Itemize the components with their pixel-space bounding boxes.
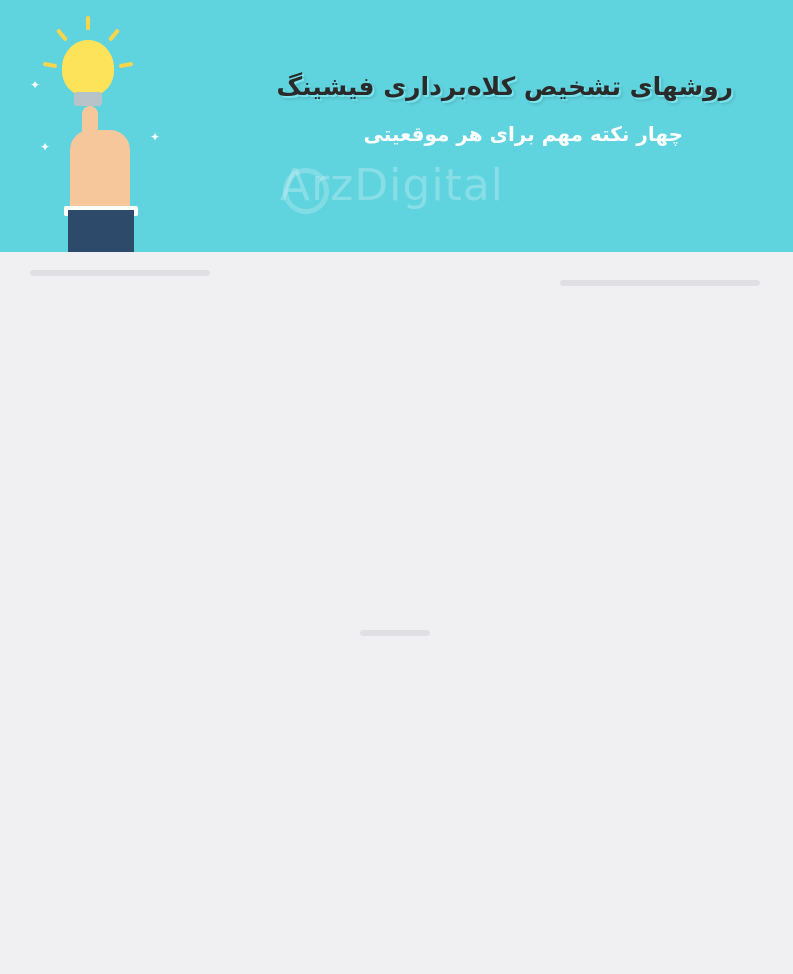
light-ray-icon xyxy=(56,28,68,41)
light-ray-icon xyxy=(108,28,120,41)
header-banner xyxy=(0,0,793,252)
bg-decoration xyxy=(30,270,210,276)
sleeve xyxy=(68,210,134,252)
light-ray-icon xyxy=(119,62,133,68)
light-ray-icon xyxy=(86,16,90,30)
bg-decoration xyxy=(360,630,430,636)
light-bulb-icon xyxy=(62,40,114,96)
sparkle-icon: ✦ xyxy=(150,130,161,144)
sparkle-icon: ✦ xyxy=(40,140,51,154)
bg-decoration xyxy=(560,280,760,286)
hand-illustration xyxy=(70,130,130,216)
bulb-base xyxy=(74,92,102,106)
page-subtitle: چهار نکته مهم برای هر موقعیتی xyxy=(363,122,683,146)
light-ray-icon xyxy=(43,62,57,68)
watermark-text: ArzDigital xyxy=(280,160,504,211)
sparkle-icon: ✦ xyxy=(30,78,41,92)
page-title: روشهای تشخیص کلاه‌برداری فیشینگ xyxy=(276,72,733,101)
